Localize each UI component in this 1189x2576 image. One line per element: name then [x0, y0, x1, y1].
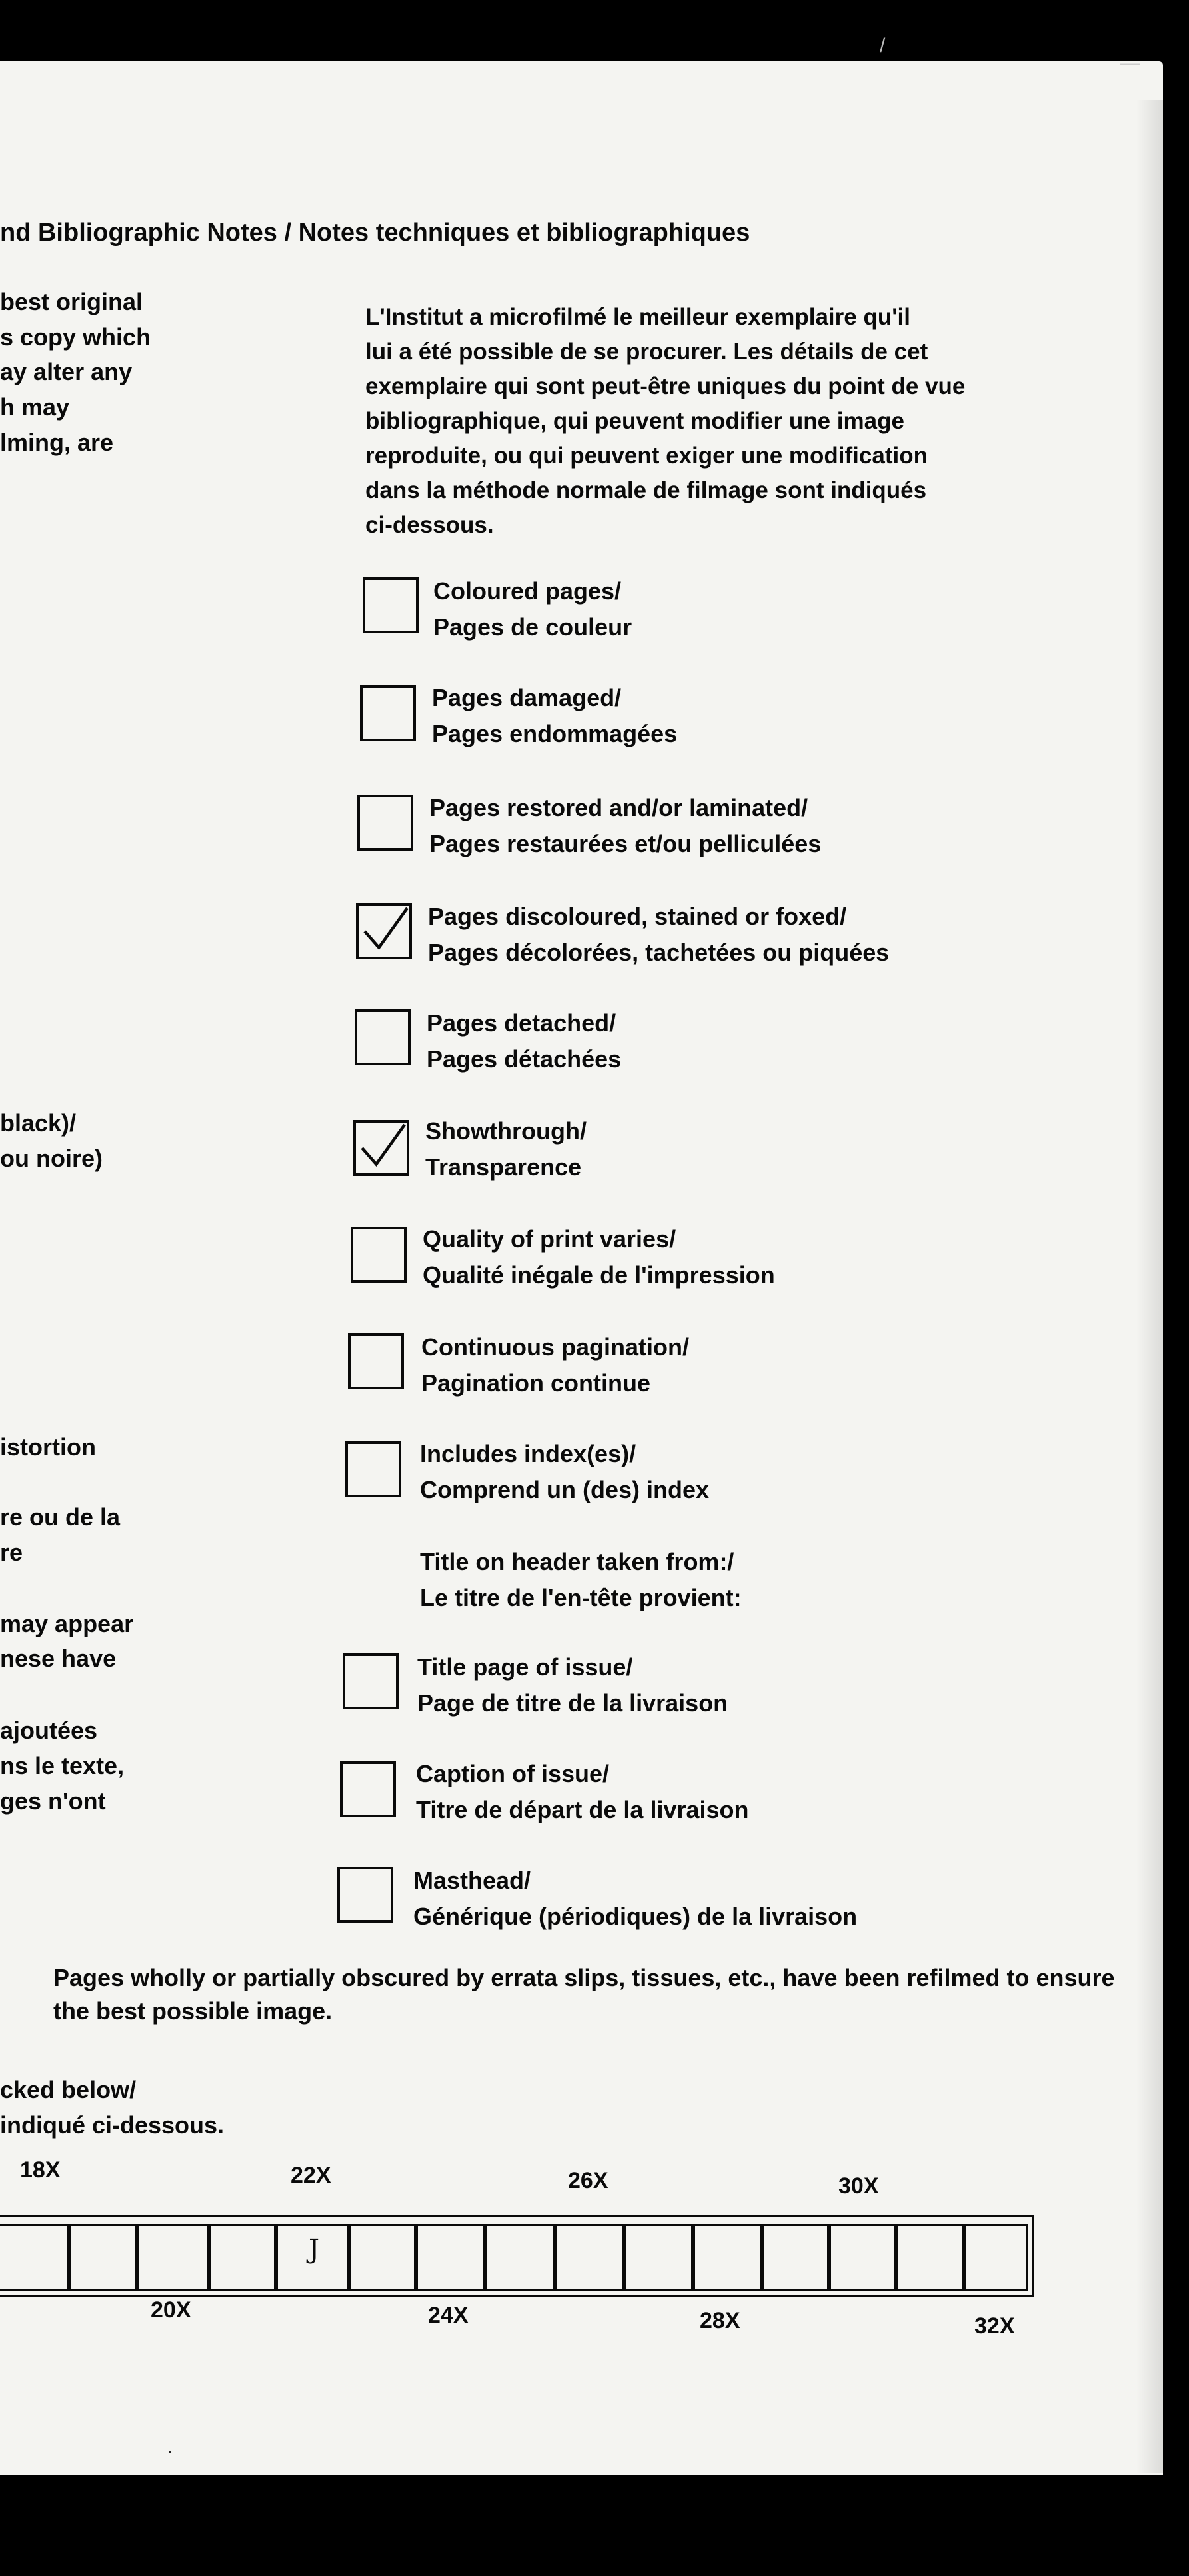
intro-line: exemplaire qui sont peut-être uniques du point de vue [365, 373, 966, 399]
ruler-cell [209, 2224, 276, 2291]
item-label-en: Pages damaged/ [432, 684, 622, 711]
left-fragment: re ou de la [0, 1503, 121, 1531]
page-heading: nd Bibliographic Notes / Notes techniques et bibliographiques [0, 219, 750, 247]
left-fragment: re [0, 1539, 23, 1566]
item-label-fr: Qualité inégale de l'impression [423, 1261, 775, 1289]
ruler-cell [762, 2224, 829, 2291]
ruler-cell [137, 2224, 209, 2291]
ratio-label-top: 18X [20, 2157, 61, 2183]
item-includes-index [420, 1436, 709, 1508]
page-edge-shadow [1136, 100, 1163, 2473]
header-title-en: Title on header taken from:/ [420, 1548, 734, 1575]
left-fragment: ou noire) [0, 1145, 103, 1172]
checkbox-pages-restored[interactable] [357, 795, 413, 851]
ruler-cell [69, 2224, 137, 2291]
intro-paragraph [365, 300, 965, 543]
left-fragment: istortion [0, 1433, 96, 1461]
item-coloured-pages [433, 573, 632, 645]
checkbox-masthead[interactable] [337, 1867, 393, 1923]
item-pages-discoloured [428, 899, 889, 971]
item-label-en: Includes index(es)/ [420, 1440, 636, 1467]
left-fragment: best original [0, 288, 143, 315]
item-label-en: Title page of issue/ [417, 1653, 633, 1681]
left-fragment: h may [0, 393, 70, 421]
item-label-en: Continuous pagination/ [421, 1333, 689, 1361]
intro-line: dans la méthode normale de filmage sont indiqués [365, 477, 927, 503]
item-label-fr: Transparence [425, 1153, 582, 1181]
item-pages-detached [427, 1005, 621, 1077]
left-fragment: ns le texte, [0, 1752, 125, 1779]
item-label-en: Coloured pages/ [433, 577, 622, 605]
ratio-label-bottom: 20X [151, 2297, 191, 2323]
checkbox-pages-discoloured[interactable] [356, 903, 412, 959]
item-label-fr: Comprend un (des) index [420, 1476, 710, 1503]
left-fragment: ges n'ont [0, 1787, 106, 1815]
item-label-en: Pages restored and/or laminated/ [429, 794, 808, 821]
checkbox-includes-index[interactable] [345, 1441, 401, 1497]
item-label-fr: Pages de couleur [433, 613, 632, 641]
item-label-en: Masthead/ [413, 1867, 531, 1894]
left-fragment: indiqué ci-dessous. [0, 2111, 225, 2139]
left-fragment: ay alter any [0, 358, 133, 385]
item-pages-damaged [432, 680, 677, 752]
ratio-label-top: 30X [838, 2173, 879, 2199]
item-label-en: Pages detached/ [427, 1009, 616, 1037]
intro-line: reproduite, ou qui peuvent exiger une modification [365, 443, 928, 469]
item-continuous-pagination [421, 1329, 689, 1401]
ruler-cell [829, 2224, 896, 2291]
item-showthrough [425, 1113, 587, 1185]
checkbox-pages-damaged[interactable] [360, 685, 416, 741]
item-pages-restored [429, 790, 821, 862]
left-fragment: s copy which [0, 323, 151, 351]
ruler-cell [555, 2224, 624, 2291]
header-title-source [420, 1544, 742, 1616]
speck-1: / [880, 35, 886, 57]
left-fragment: may appear [0, 1610, 134, 1637]
speck-3: · [167, 2440, 173, 2462]
intro-line: ci-dessous. [365, 512, 494, 538]
item-label-fr: Pages décolorées, tachetées ou piquées [428, 939, 890, 966]
item-label-en: Caption of issue/ [416, 1760, 610, 1787]
left-fragment: lming, are [0, 429, 114, 456]
item-label-fr: Pages restaurées et/ou pelliculées [429, 830, 822, 857]
obscured-notice [53, 1961, 1115, 2028]
checkbox-caption-of-issue[interactable] [340, 1761, 396, 1817]
checkbox-title-page-of-issue[interactable] [343, 1653, 399, 1709]
item-label-fr: Générique (périodiques) de la livraison [413, 1903, 858, 1930]
checkbox-showthrough[interactable] [353, 1120, 409, 1176]
item-quality-of-print [423, 1221, 775, 1293]
checkbox-continuous-pagination[interactable] [348, 1333, 404, 1389]
item-title-page-of-issue [417, 1649, 728, 1721]
intro-line: lui a été possible de se procurer. Les détails de cet [365, 339, 928, 365]
ruler-cell [276, 2224, 349, 2291]
check-mark-icon [356, 1123, 407, 1173]
item-label-fr: Page de titre de la livraison [417, 1689, 728, 1717]
ruler-cell [416, 2224, 485, 2291]
checkbox-coloured-pages[interactable] [363, 577, 419, 633]
header-title-fr: Le titre de l'en-tête provient: [420, 1584, 742, 1611]
checkbox-quality-of-print[interactable] [351, 1227, 407, 1283]
ruler-cell [693, 2224, 762, 2291]
item-label-fr: Pages détachées [427, 1045, 622, 1073]
intro-line: bibliographique, qui peuvent modifier une image [365, 408, 904, 434]
ratio-label-bottom: 24X [428, 2303, 469, 2328]
left-fragment: ajoutées [0, 1717, 98, 1744]
item-label-en: Quality of print varies/ [423, 1225, 676, 1253]
ruler-check-mark: J [309, 2234, 320, 2265]
item-caption-of-issue [416, 1756, 749, 1828]
obscured-line: the best possible image. [53, 1997, 333, 2025]
item-label-en: Showthrough/ [425, 1117, 587, 1145]
speck-2: — [1120, 52, 1140, 74]
ruler-cell [624, 2224, 693, 2291]
ruler-cell [896, 2224, 964, 2291]
ratio-label-top: 26X [568, 2168, 608, 2193]
ruler-cell [964, 2224, 1028, 2291]
ratio-label-top: 22X [291, 2163, 331, 2188]
item-label-fr: Pagination continue [421, 1369, 651, 1397]
ruler-cell [349, 2224, 416, 2291]
ruler-cell [485, 2224, 555, 2291]
item-label-en: Pages discoloured, stained or foxed/ [428, 903, 847, 930]
reduction-ratio-ruler [0, 2215, 1034, 2297]
ruler-cell [0, 2224, 69, 2291]
ratio-label-bottom: 28X [700, 2308, 740, 2333]
ratio-label-bottom: 32X [974, 2313, 1015, 2339]
obscured-line: Pages wholly or partially obscured by errata slips, tissues, etc., have been refilmed to ensure [53, 1964, 1115, 1991]
check-mark-icon [359, 906, 409, 957]
item-masthead [413, 1863, 857, 1935]
left-fragment: cked below/ [0, 2076, 137, 2103]
item-label-fr: Titre de départ de la livraison [416, 1796, 749, 1823]
left-fragment: nese have [0, 1645, 117, 1672]
left-fragment: black)/ [0, 1109, 77, 1137]
intro-line: L'Institut a microfilmé le meilleur exemplaire qu'il [365, 304, 910, 330]
item-label-fr: Pages endommagées [432, 720, 678, 747]
checkbox-pages-detached[interactable] [355, 1009, 411, 1065]
